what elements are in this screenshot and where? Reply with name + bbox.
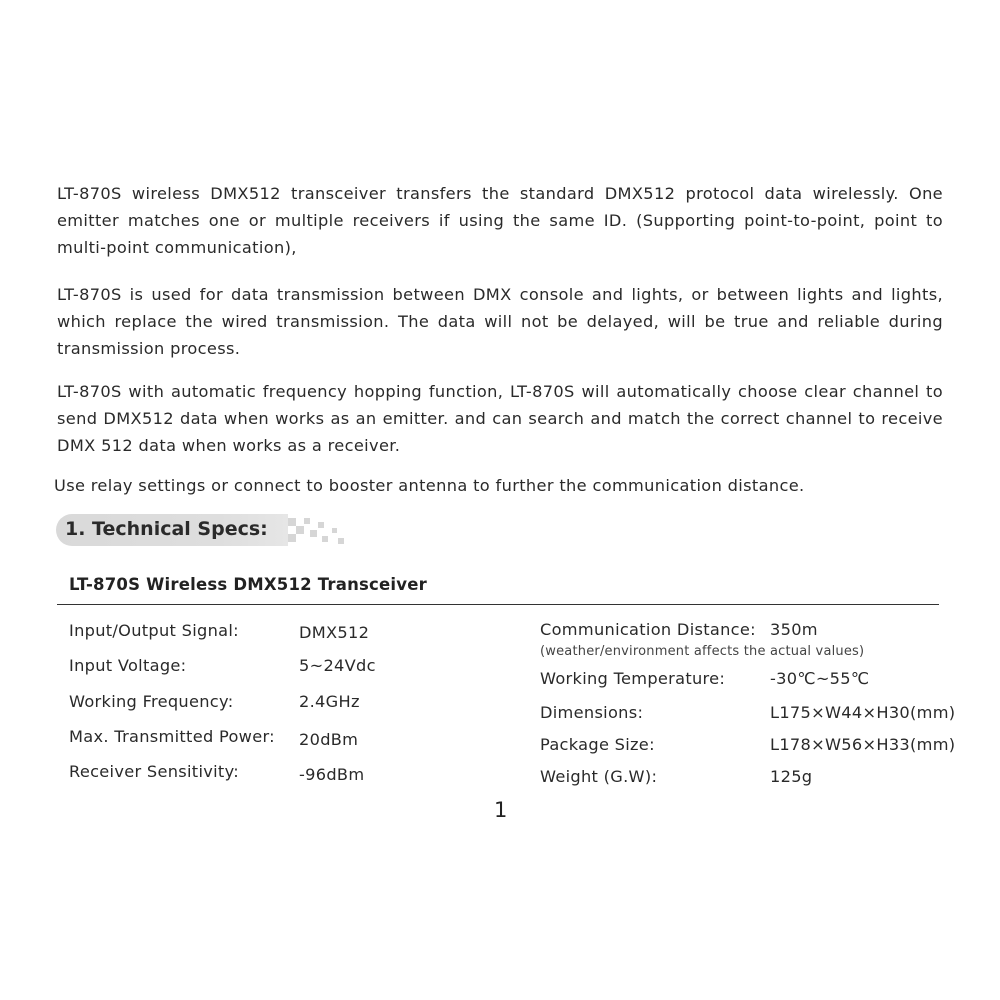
decorative-pixel	[332, 528, 337, 533]
spec-label-input-voltage: Input Voltage:	[69, 656, 187, 675]
spec-value-max-transmitted-power: 20dBm	[299, 730, 359, 749]
frequency-hopping-paragraph: LT-870S with automatic frequency hopping function, LT-870S will automatically choose clear channel to send DMX512 data when works as an emitter. and can search and match the correct channel to receive DMX 512 data when works as a receiver.	[57, 382, 943, 455]
spec-label-max-transmitted-power: Max. Transmitted Power:	[69, 727, 275, 746]
decorative-pixel	[338, 538, 344, 544]
spec-note-distance: (weather/environment affects the actual values)	[540, 644, 865, 659]
spec-label-weight: Weight (G.W):	[540, 767, 658, 786]
spec-value-package-size: L178×W56×H33(mm)	[770, 735, 956, 754]
spec-value-input-output-signal: DMX512	[299, 623, 370, 642]
spec-label-dimensions: Dimensions:	[540, 703, 644, 722]
spec-label-package-size: Package Size:	[540, 735, 655, 754]
spec-label-receiver-sensitivity: Receiver Sensitivity:	[69, 762, 240, 781]
spec-value-weight: 125g	[770, 767, 813, 786]
section-title: 1. Technical Specs:	[65, 518, 268, 540]
spec-label-working-temperature: Working Temperature:	[540, 669, 726, 688]
spec-label-communication-distance: Communication Distance:	[540, 620, 756, 639]
decorative-pixel	[304, 518, 310, 524]
spec-value-working-frequency: 2.4GHz	[299, 692, 360, 711]
intro-paragraph: LT-870S wireless DMX512 transceiver transfers the standard DMX512 protocol data wirelessly. One emitter matches one or multiple receivers if using the same ID. (Supporting point-to-point, point to multi-point communication),	[57, 184, 943, 257]
decorative-pixel	[318, 522, 324, 528]
spec-value-dimensions: L175×W44×H30(mm)	[770, 703, 956, 722]
page-number: 1	[494, 798, 508, 822]
spec-label-working-frequency: Working Frequency:	[69, 692, 234, 711]
decorative-pixel	[288, 534, 296, 542]
usage-paragraph: LT-870S is used for data transmission between DMX console and lights, or between lights and lights, which replace the wired transmission. The data will not be delayed, will be true and reliable during transmission process.	[57, 285, 943, 358]
relay-paragraph: Use relay settings or connect to booster antenna to further the communication distance.	[54, 476, 805, 495]
decorative-pixel	[288, 518, 296, 526]
spec-value-working-temperature: -30℃~55℃	[770, 669, 870, 688]
spec-value-communication-distance: 350m	[770, 620, 818, 639]
section-header	[56, 514, 356, 546]
decorative-pixel	[296, 526, 304, 534]
decorative-pixel	[322, 536, 328, 542]
spec-label-input-output-signal: Input/Output Signal:	[69, 621, 239, 640]
spec-table-title: LT-870S Wireless DMX512 Transceiver	[69, 575, 427, 594]
spec-value-receiver-sensitivity: -96dBm	[299, 765, 365, 784]
decorative-pixel	[310, 530, 317, 537]
spec-value-input-voltage: 5~24Vdc	[299, 656, 376, 675]
table-divider	[57, 604, 939, 605]
